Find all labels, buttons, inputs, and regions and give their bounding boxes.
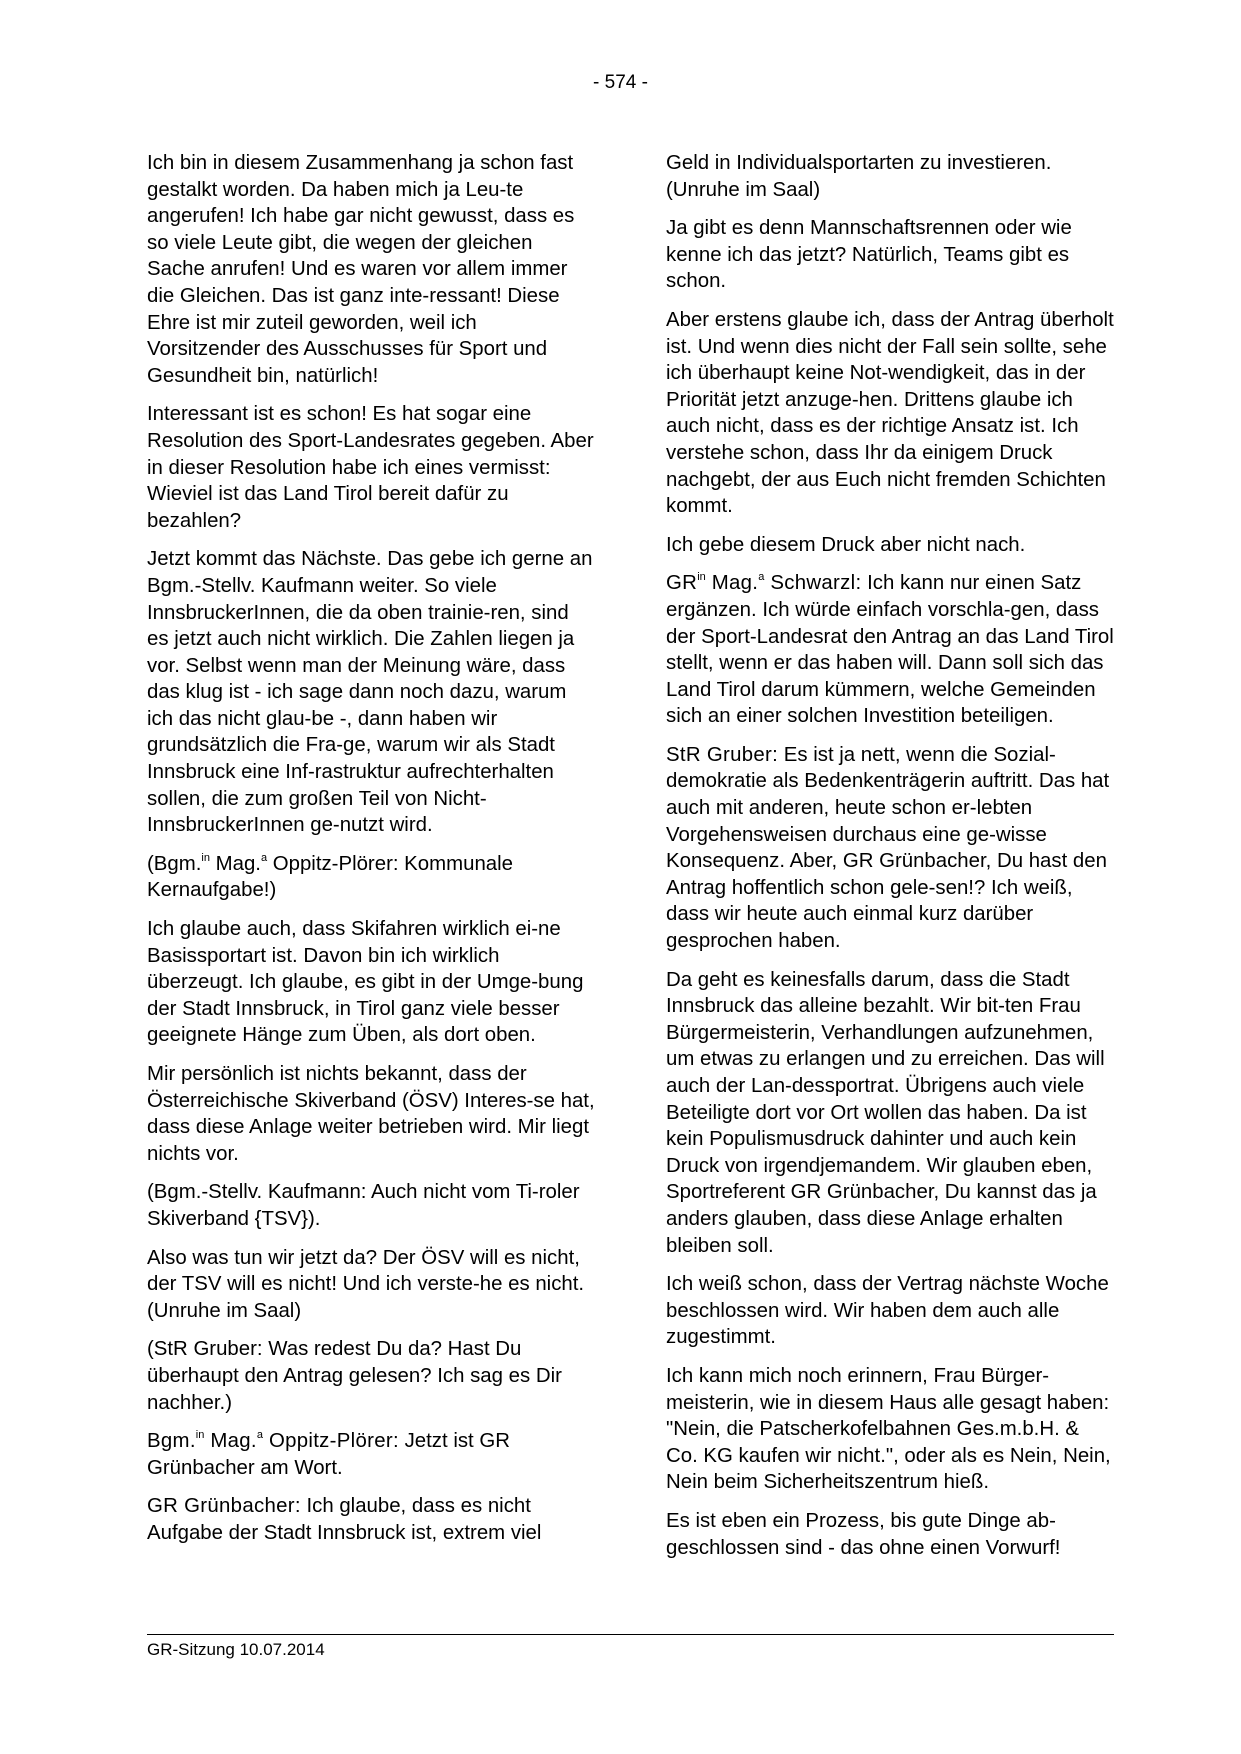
paragraph: (StR Gruber: Was redest Du da? Hast Du überhaupt den Antrag gelesen? Ich sag es Dir nachher.) bbox=[147, 1338, 562, 1414]
paragraph: Also was tun wir jetzt da? Der ÖSV will es nicht, der TSV will es nicht! Und ich verste-he es nicht. (Unruhe im Saal) bbox=[147, 1246, 585, 1322]
paragraph: Ich gebe diesem Druck aber nicht nach. bbox=[666, 533, 1026, 556]
speaker-title: Mag. bbox=[705, 572, 759, 595]
speaker-title: Bgm. bbox=[147, 1430, 196, 1453]
footer-divider bbox=[147, 1634, 1114, 1635]
speech-paragraph bbox=[147, 1428, 595, 1481]
interjection-paragraph: (Bgm.$^{in}$ Mag.$^a$ Oppitz-Plörer: Kommunale Kernaufgabe!) bbox=[147, 851, 513, 902]
paragraph: Da geht es keinesfalls darum, dass die Stadt Innsbruck das alleine bezahlt. Wir bit-ten Frau Bürgermeisterin, Verhandlungen aufzunehmen, um etwas zu erlangen und zu erreichen. Das will auch der Lan-dessportrat. Übrigens auch viele Beteiligte dort vor Ort wollen das haben. Da ist kein Populismusdruck dahinter und auch kein Druck von irgendjemandem. Wir glauben eben, Sportreferent GR Grünbacher, Du kannst das ja anders glauben, dass diese Anlage erhalten bleiben soll. bbox=[666, 968, 1105, 1257]
superscript: in bbox=[201, 851, 210, 864]
paragraph: Geld in Individualsportarten zu investieren. (Unruhe im Saal) bbox=[666, 152, 1052, 201]
paragraph: (Bgm.-Stellv. Kaufmann: Auch nicht vom Ti-roler Skiverband {TSV}). bbox=[147, 1181, 580, 1230]
speech-text: Jetzt ist GR Grünbacher am Wort. bbox=[147, 1430, 510, 1479]
speaker-name: Schwarzl: bbox=[764, 572, 862, 595]
speaker-title: Mag. bbox=[204, 1430, 257, 1453]
speaker-title: Bgm. bbox=[153, 852, 202, 875]
right-column bbox=[666, 150, 1114, 1573]
paragraph: Es ist eben ein Prozess, bis gute Dinge ab-geschlossen sind - das ohne einen Vorwurf! bbox=[666, 1509, 1061, 1559]
speech-paragraph bbox=[666, 570, 1114, 730]
paragraph: Mir persönlich ist nichts bekannt, dass der Österreichische Skiverband (ÖSV) Interes-se hat, dass diese Anlage weiter betrieben wird. Mir liegt nichts vor. bbox=[147, 1063, 595, 1165]
speech-text: Ich glaube, dass es nicht Aufgabe der Stadt Innsbruck ist, extrem viel bbox=[147, 1495, 542, 1544]
superscript: a bbox=[758, 571, 765, 584]
speaker-name: GR Grünbacher: bbox=[147, 1495, 301, 1518]
interjection-text: Oppitz-Plörer: Kommunale Kernaufgabe!) bbox=[147, 852, 513, 902]
footer-text: GR-Sitzung 10.07.2014 bbox=[147, 1640, 325, 1659]
superscript: in bbox=[697, 571, 706, 584]
superscript: in bbox=[195, 1429, 205, 1442]
speech-paragraph bbox=[147, 1493, 595, 1546]
paragraph: Ich bin in diesem Zusammenhang ja schon fast gestalkt worden. Da haben mich ja Leu-te angerufen! Ich habe gar nicht gewusst, dass es so viele Leute gibt, die wegen der gleichen Sache anrufen! Und es waren vor allem immer die Gleichen. Das ist ganz inte-ressant! Diese Ehre ist mir zuteil geworden, weil ich Vorsitzender des Ausschusses für Sport und Gesundheit bin, natürlich! bbox=[147, 152, 575, 387]
left-column bbox=[147, 150, 595, 1559]
speech-text: Ich kann nur einen Satz ergänzen. Ich würde einfach vorschla-gen, dass der Sport-Landesrat den Antrag an das Land Tirol stellt, wenn er das haben will. Dann soll sich das Land Tirol darum kümmern, welche Gemeinden sich an einer solchen Investition beteiligen. bbox=[666, 572, 1114, 728]
superscript: a bbox=[256, 1429, 263, 1442]
speech-paragraph bbox=[666, 742, 1114, 955]
paragraph: Ich weiß schon, dass der Vertrag nächste Woche beschlossen wird. Wir haben dem auch alle zugestimmt. bbox=[666, 1273, 1109, 1349]
paragraph: Aber erstens glaube ich, dass der Antrag überholt ist. Und wenn dies nicht der Fall sein sollte, sehe ich überhaupt keine Not-wendigkeit, das in der Priorität jetzt anzuge-hen. Drittens glaube ich auch nicht, dass es der richtige Ansatz ist. Ich verstehe schon, dass Ihr da einigem Druck nachgebt, der aus Euch nicht fremden Schichten kommt. bbox=[666, 308, 1114, 518]
speaker-name: Oppitz-Plörer: bbox=[262, 1430, 399, 1453]
speaker-title: Mag. bbox=[209, 852, 261, 875]
superscript: a bbox=[260, 851, 268, 864]
paragraph: Ich kann mich noch erinnern, Frau Bürger-meisterin, wie in diesem Haus alle gesagt haben: "Nein, die Patscherkofelbahnen Ges.m.b.H. & Co. KG kaufen wir nicht.", oder als es Nein, Nein, Nein beim Sicherheitszentrum hieß. bbox=[666, 1364, 1111, 1494]
speaker-name: StR Gruber: bbox=[666, 743, 779, 766]
speech-text: Es ist ja nett, wenn die Sozial-demokratie als Bedenkenträgerin auftritt. Das hat auch mit anderen, heute schon er-lebten Vorgehensweisen durchaus eine ge-wisse Konsequenz. Aber, GR Grünbacher, Du hast den Antrag hoffentlich schon gele-sen!? Ich weiß, dass wir heute auch einmal kurz darüber gesprochen haben. bbox=[666, 743, 1110, 953]
paragraph: Jetzt kommt das Nächste. Das gebe ich gerne an Bgm.-Stellv. Kaufmann weiter. So viele InnsbruckerInnen, die da oben trainie-ren, sind es jetzt auch nicht wirklich. Die Zahlen liegen ja vor. Selbst wenn man der Meinung wäre, dass das klug ist - ich sage dann noch dazu, warum ich das nicht glau-be -, dann haben wir grundsätzlich die Fra-ge, warum wir als Stadt Innsbruck eine Inf-rastruktur aufrechterhalten sollen, die zum großen Teil von Nicht-InnsbruckerInnen ge-nutzt wird. bbox=[147, 548, 593, 837]
paragraph: Ich glaube auch, dass Skifahren wirklich ei-ne Basissportart ist. Davon bin ich wirklich überzeugt. Ich glaube, es gibt in der Umge-bung der Stadt Innsbruck, in Tirol ganz viele besser geeignete Hänge zum Üben, als dort oben. bbox=[147, 918, 584, 1047]
paragraph: Ja gibt es denn Mannschaftsrennen oder wie kenne ich das jetzt? Natürlich, Teams gibt es schon. bbox=[666, 217, 1072, 293]
page-number: - 574 - bbox=[593, 72, 648, 93]
paragraph: Interessant ist es schon! Es hat sogar eine Resolution des Sport-Landesrates gegeben. Aber in dieser Resolution habe ich eines vermisst: Wieviel ist das Land Tirol bereit dafür zu bezahlen? bbox=[147, 403, 594, 532]
speaker-title: GR bbox=[666, 572, 698, 595]
